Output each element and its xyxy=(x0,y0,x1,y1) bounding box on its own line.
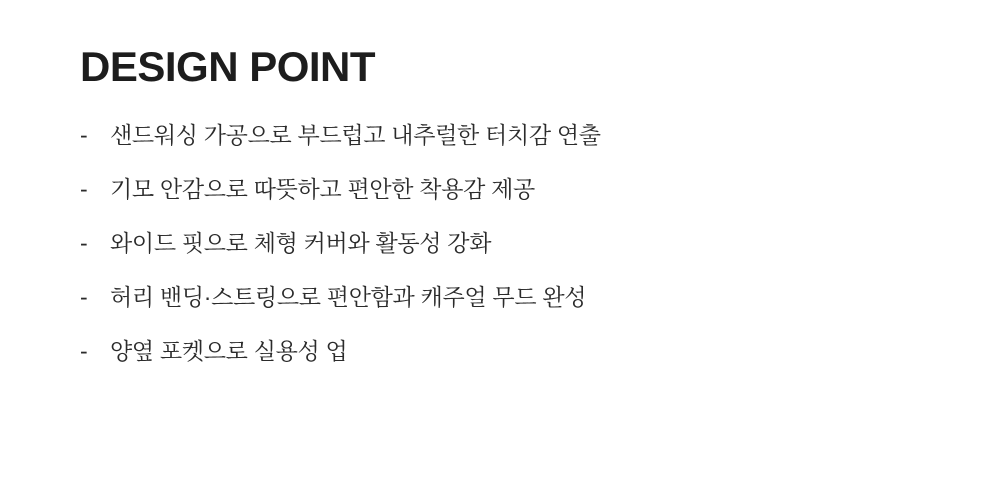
list-item xyxy=(80,334,940,368)
bullet-dash-icon: - xyxy=(80,176,88,203)
list-item-label: 허리 밴딩·스트링으로 편안함과 캐주얼 무드 완성 xyxy=(110,284,587,311)
list-item-label: 양옆 포켓으로 실용성 업 xyxy=(110,338,348,365)
list-item xyxy=(80,172,940,206)
list-item-label: 와이드 핏으로 체형 커버와 활동성 강화 xyxy=(110,230,492,257)
list-item-label: 기모 안감으로 따뜻하고 편안한 착용감 제공 xyxy=(110,176,535,203)
bullet-dash-icon: - xyxy=(80,230,88,257)
page-title: DESIGN POINT xyxy=(80,43,376,90)
list-item-label: 샌드워싱 가공으로 부드럽고 내추럴한 터치감 연출 xyxy=(110,122,601,149)
list-item xyxy=(80,280,940,314)
list-item xyxy=(80,118,940,152)
bullet-dash-icon: - xyxy=(80,284,88,311)
bullet-dash-icon: - xyxy=(80,122,88,149)
bullet-dash-icon: - xyxy=(80,338,88,365)
design-point-list xyxy=(80,118,940,368)
list-item xyxy=(80,226,940,260)
